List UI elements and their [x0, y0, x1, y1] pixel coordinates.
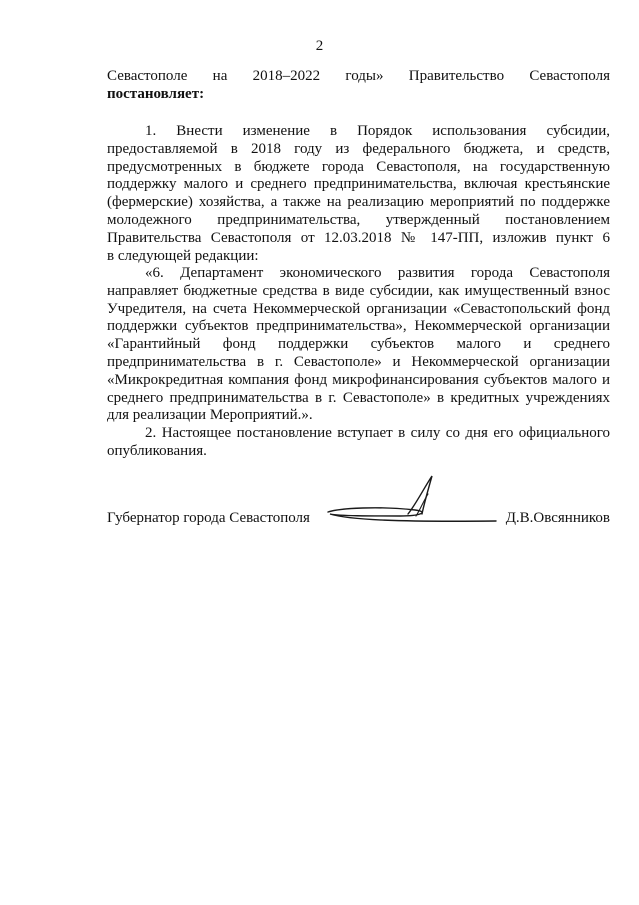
paragraph-1-line: (фермерские) хозяйства, а также на реализацию мероприятий по поддержке — [107, 194, 610, 211]
paragraph-1-line: в следующей редакции: — [107, 247, 259, 264]
quote-line: Учредителя, на счета Некоммерческой организации «Севастопольский фонд — [107, 300, 610, 317]
paragraph-1-line: Правительства Севастополя от 12.03.2018 № 147-ПП, изложив пункт 6 — [107, 229, 610, 246]
quote-line: поддержки субъектов предпринимательства», Некоммерческой организации — [107, 318, 610, 335]
quote-line: среднего предпринимательства в г. Севастополе» в кредитных учреждениях — [107, 389, 610, 406]
intro-line-2: постановляет: — [107, 85, 205, 102]
paragraph-1-line: поддержку малого и среднего предпринимательства, включая крестьянские — [107, 176, 610, 193]
quote-line: «Гарантийный фонд поддержки субъектов малого и среднего — [107, 336, 610, 353]
paragraph-1-line: предоставляемой в 2018 году из федерального бюджета, и средств, — [107, 140, 610, 157]
paragraph-1-line: молодежного предпринимательства, утвержденный постановлением — [107, 211, 610, 228]
quote-line: предпринимательства в г. Севастополе» и Некоммерческой организации — [107, 353, 610, 370]
quote-line: направляет бюджетные средства в виде субсидии, как имущественный взнос — [107, 282, 610, 299]
paragraph-1-line: 1. Внести изменение в Порядок использования субсидии, — [145, 123, 610, 139]
quote-line: «6. Департамент экономического развития города Севастополя — [145, 265, 610, 281]
page-number: 2 — [315, 38, 324, 54]
signature-row — [107, 510, 610, 530]
signatory-name: Д.В.Овсянников — [505, 510, 610, 526]
paragraph-2-line: опубликования. — [107, 442, 207, 459]
intro-line-1: Севастополе на 2018–2022 годы» Правительство Севастополя — [107, 68, 610, 84]
quoted-point-6 — [107, 265, 610, 425]
signatory-title: Губернатор города Севастополя — [107, 510, 310, 526]
paragraph-1 — [107, 123, 610, 265]
paragraph-1-line: предусмотренных в бюджете города Севастополя, на государственную — [107, 158, 610, 175]
paragraph-2-line: 2. Настоящее постановление вступает в силу со дня его официального — [145, 425, 610, 441]
paragraph-2 — [107, 425, 610, 461]
intro-block — [107, 68, 610, 104]
quote-line: для реализации Мероприятий.». — [107, 407, 313, 424]
quote-line: «Микрокредитная компания фонд микрофинансирования субъектов малого и — [107, 371, 610, 388]
